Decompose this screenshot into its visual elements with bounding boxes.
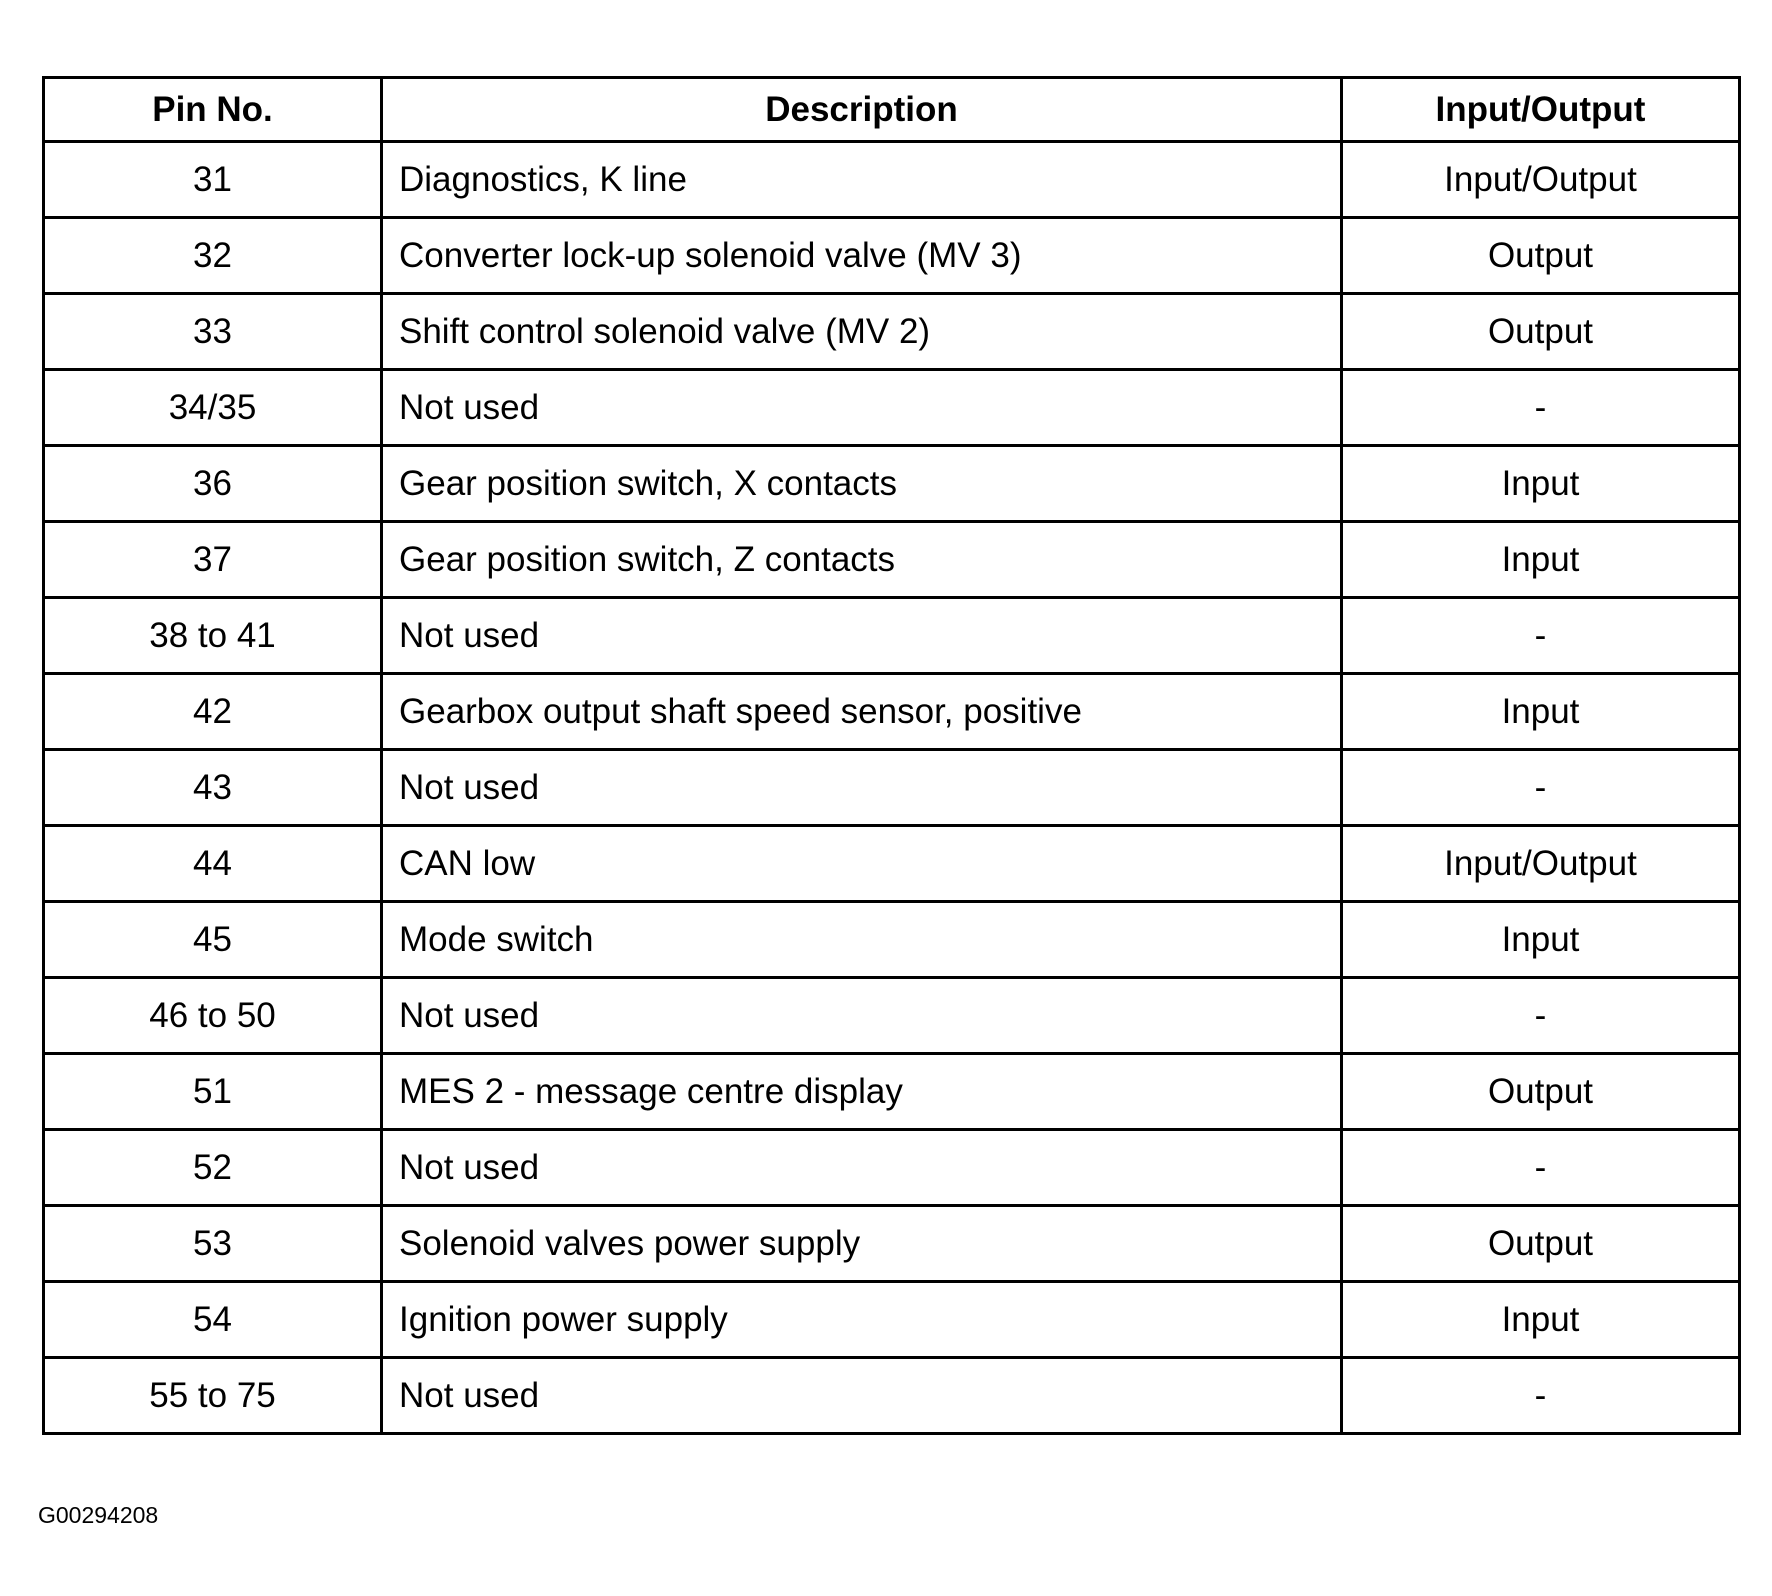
pin-cell: 54 [44,1282,382,1358]
table-row [44,1282,1740,1358]
header-row [44,78,1740,142]
pin-cell: 51 [44,1054,382,1130]
io-cell: Output [1342,1054,1740,1130]
description-cell: Not used [382,370,1342,446]
io-cell: Input [1342,902,1740,978]
header-description: Description [382,78,1342,142]
pin-cell: 33 [44,294,382,370]
io-cell: - [1342,978,1740,1054]
description-cell: Mode switch [382,902,1342,978]
pin-cell: 53 [44,1206,382,1282]
pin-cell: 36 [44,446,382,522]
io-cell: Output [1342,218,1740,294]
description-cell: CAN low [382,826,1342,902]
pin-cell: 38 to 41 [44,598,382,674]
table-row [44,978,1740,1054]
io-cell: Input/Output [1342,142,1740,218]
pin-cell: 52 [44,1130,382,1206]
table-row [44,826,1740,902]
pin-cell: 34/35 [44,370,382,446]
io-cell: Input [1342,446,1740,522]
table-row [44,598,1740,674]
table-row [44,674,1740,750]
pin-cell: 46 to 50 [44,978,382,1054]
table-row [44,370,1740,446]
description-cell: Gear position switch, Z contacts [382,522,1342,598]
io-cell: - [1342,598,1740,674]
description-cell: MES 2 - message centre display [382,1054,1342,1130]
header-io: Input/Output [1342,78,1740,142]
table-row [44,218,1740,294]
pin-cell: 32 [44,218,382,294]
pin-cell: 43 [44,750,382,826]
description-cell: Not used [382,598,1342,674]
figure-id: G00294208 [38,1502,159,1528]
io-cell: - [1342,750,1740,826]
pin-cell: 31 [44,142,382,218]
description-cell: Ignition power supply [382,1282,1342,1358]
table-row [44,294,1740,370]
pin-table [42,76,1741,1435]
description-cell: Not used [382,750,1342,826]
description-cell: Not used [382,978,1342,1054]
table-row [44,902,1740,978]
table-row [44,1206,1740,1282]
description-cell: Not used [382,1358,1342,1434]
io-cell: Input [1342,1282,1740,1358]
table-row [44,522,1740,598]
io-cell: - [1342,1358,1740,1434]
description-cell: Gearbox output shaft speed sensor, positive [382,674,1342,750]
table-body [44,142,1740,1434]
pin-cell: 45 [44,902,382,978]
description-cell: Gear position switch, X contacts [382,446,1342,522]
io-cell: Output [1342,294,1740,370]
description-cell: Converter lock-up solenoid valve (MV 3) [382,218,1342,294]
table-row [44,142,1740,218]
io-cell: Input [1342,674,1740,750]
table-header [44,78,1740,142]
description-cell: Diagnostics, K line [382,142,1342,218]
table-row [44,1358,1740,1434]
description-cell: Not used [382,1130,1342,1206]
io-cell: - [1342,370,1740,446]
pin-cell: 37 [44,522,382,598]
pin-cell: 42 [44,674,382,750]
header-pin: Pin No. [44,78,382,142]
table-row [44,1130,1740,1206]
pin-cell: 44 [44,826,382,902]
table-row [44,446,1740,522]
pin-cell: 55 to 75 [44,1358,382,1434]
description-cell: Shift control solenoid valve (MV 2) [382,294,1342,370]
io-cell: Output [1342,1206,1740,1282]
description-cell: Solenoid valves power supply [382,1206,1342,1282]
table-row [44,750,1740,826]
io-cell: Input [1342,522,1740,598]
io-cell: Input/Output [1342,826,1740,902]
io-cell: - [1342,1130,1740,1206]
table-row [44,1054,1740,1130]
